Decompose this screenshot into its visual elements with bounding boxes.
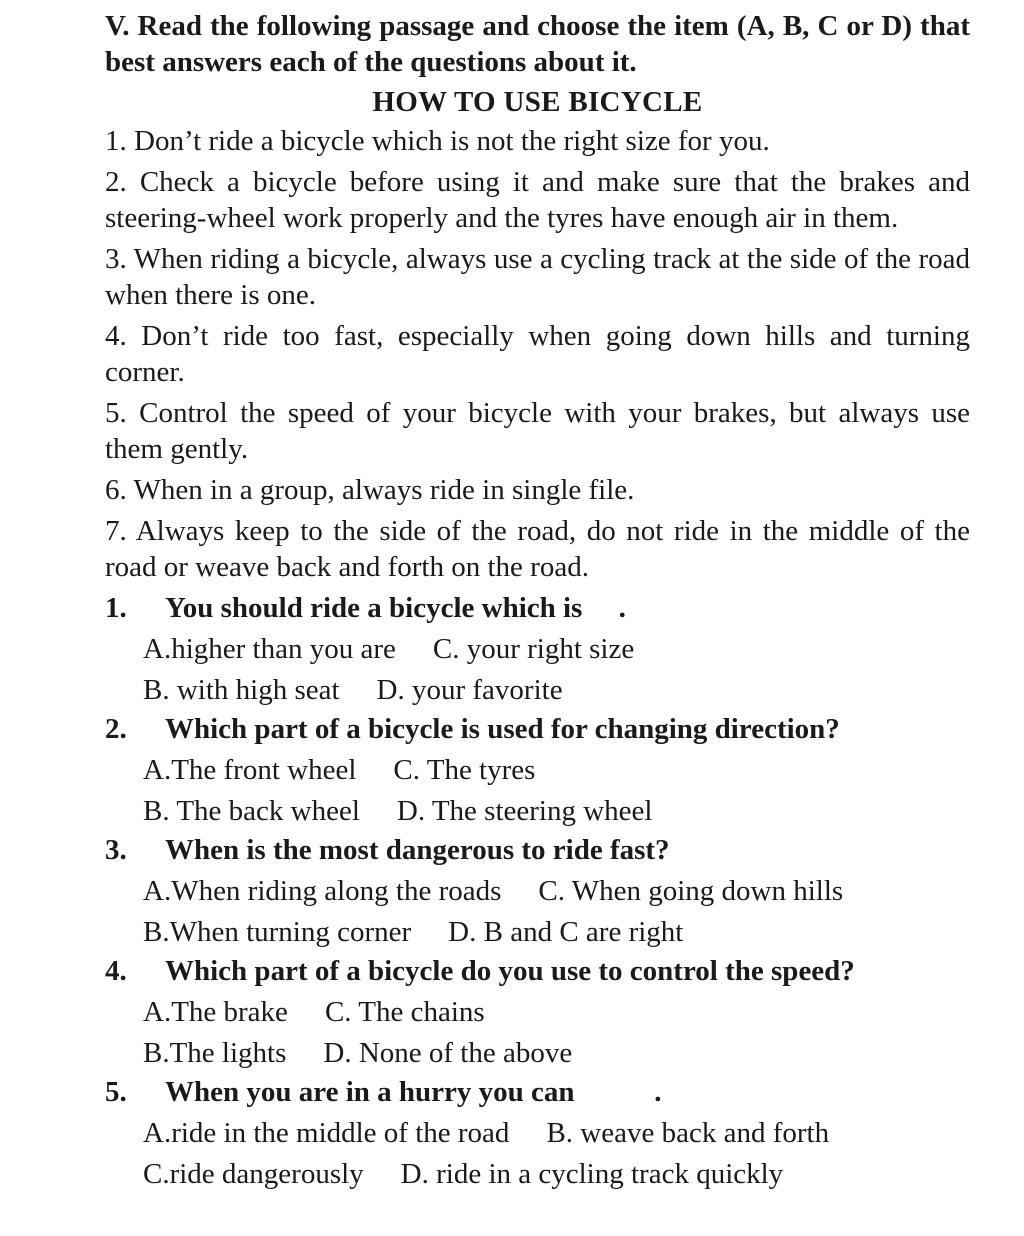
options-row [143, 873, 970, 909]
rule-item: 3. When riding a bicycle, always use a cycling track at the side of the road when there is one. [105, 243, 970, 311]
option-b[interactable]: B.The lights [143, 1037, 287, 1069]
option-a[interactable]: A.higher than you are [143, 633, 396, 665]
option-c[interactable]: C. The chains [324, 996, 485, 1028]
rule-item: 6. When in a group, always ride in single file. [105, 474, 635, 506]
question-stem [105, 1074, 970, 1110]
option-c[interactable]: C.ride dangerously [143, 1158, 364, 1190]
question-block [105, 711, 970, 829]
question-block [105, 1074, 970, 1192]
options-row [143, 1035, 970, 1071]
options-row [143, 793, 970, 829]
rule-item: 1. Don’t ride a bicycle which is not the right size for you. [105, 125, 770, 157]
option-d[interactable]: D. your favorite [376, 674, 563, 706]
option-a[interactable]: A.The brake [143, 996, 288, 1028]
option-b[interactable]: B. with high seat [143, 674, 340, 706]
question-number: 5. [105, 1076, 127, 1108]
rule-item: 2. Check a bicycle before using it and make sure that the brakes and steering-wheel work properly and the tyres have enough air in them. [105, 166, 970, 234]
option-c[interactable]: C. your right size [432, 633, 635, 665]
question-number: 3. [105, 834, 127, 866]
rule-item: 5. Control the speed of your bicycle with your brakes, but always use them gently. [105, 397, 970, 465]
option-c[interactable]: C. When going down hills [538, 875, 844, 907]
option-a[interactable]: A.When riding along the roads [143, 875, 502, 907]
question-block [105, 832, 970, 950]
worksheet-page [105, 8, 970, 1192]
passage-title: HOW TO USE BICYCLE [372, 86, 703, 118]
option-d[interactable]: D. None of the above [323, 1037, 573, 1069]
passage-rules [105, 123, 970, 585]
option-b[interactable]: B. weave back and forth [546, 1117, 830, 1149]
question-text: You should ride a bicycle which is . [165, 592, 626, 624]
option-a[interactable]: A.ride in the middle of the road [143, 1117, 510, 1149]
option-a[interactable]: A.The front wheel [143, 754, 357, 786]
option-b[interactable]: B.When turning corner [143, 916, 412, 948]
question-text: Which part of a bicycle do you use to control the speed? [165, 955, 855, 987]
question-block [105, 590, 970, 708]
options-row [143, 672, 970, 708]
options-row [143, 752, 970, 788]
question-block [105, 953, 970, 1071]
instruction-heading: V. Read the following passage and choose the item (A, B, C or D) that best answers each of the questions about it. [105, 10, 970, 78]
question-stem [105, 953, 970, 989]
options-row [143, 631, 970, 667]
question-number: 2. [105, 713, 127, 745]
question-number: 1. [105, 592, 127, 624]
question-stem [105, 711, 970, 747]
rule-item: 4. Don’t ride too fast, especially when going down hills and turning corner. [105, 320, 970, 388]
option-d[interactable]: D. The steering wheel [396, 795, 653, 827]
question-stem [105, 832, 970, 868]
question-text: When you are in a hurry you can . [165, 1076, 662, 1108]
option-d[interactable]: D. ride in a cycling track quickly [400, 1158, 784, 1190]
option-d[interactable]: D. B and C are right [448, 916, 684, 948]
question-stem [105, 590, 970, 626]
question-text: Which part of a bicycle is used for changing direction? [165, 713, 840, 745]
options-row [143, 914, 970, 950]
option-c[interactable]: C. The tyres [393, 754, 536, 786]
question-number: 4. [105, 955, 127, 987]
options-row [143, 1156, 970, 1192]
rule-item: 7. Always keep to the side of the road, do not ride in the middle of the road or weave back and forth on the road. [105, 515, 970, 583]
options-row [143, 1115, 970, 1151]
options-row [143, 994, 970, 1030]
question-text: When is the most dangerous to ride fast? [165, 834, 670, 866]
option-b[interactable]: B. The back wheel [143, 795, 360, 827]
